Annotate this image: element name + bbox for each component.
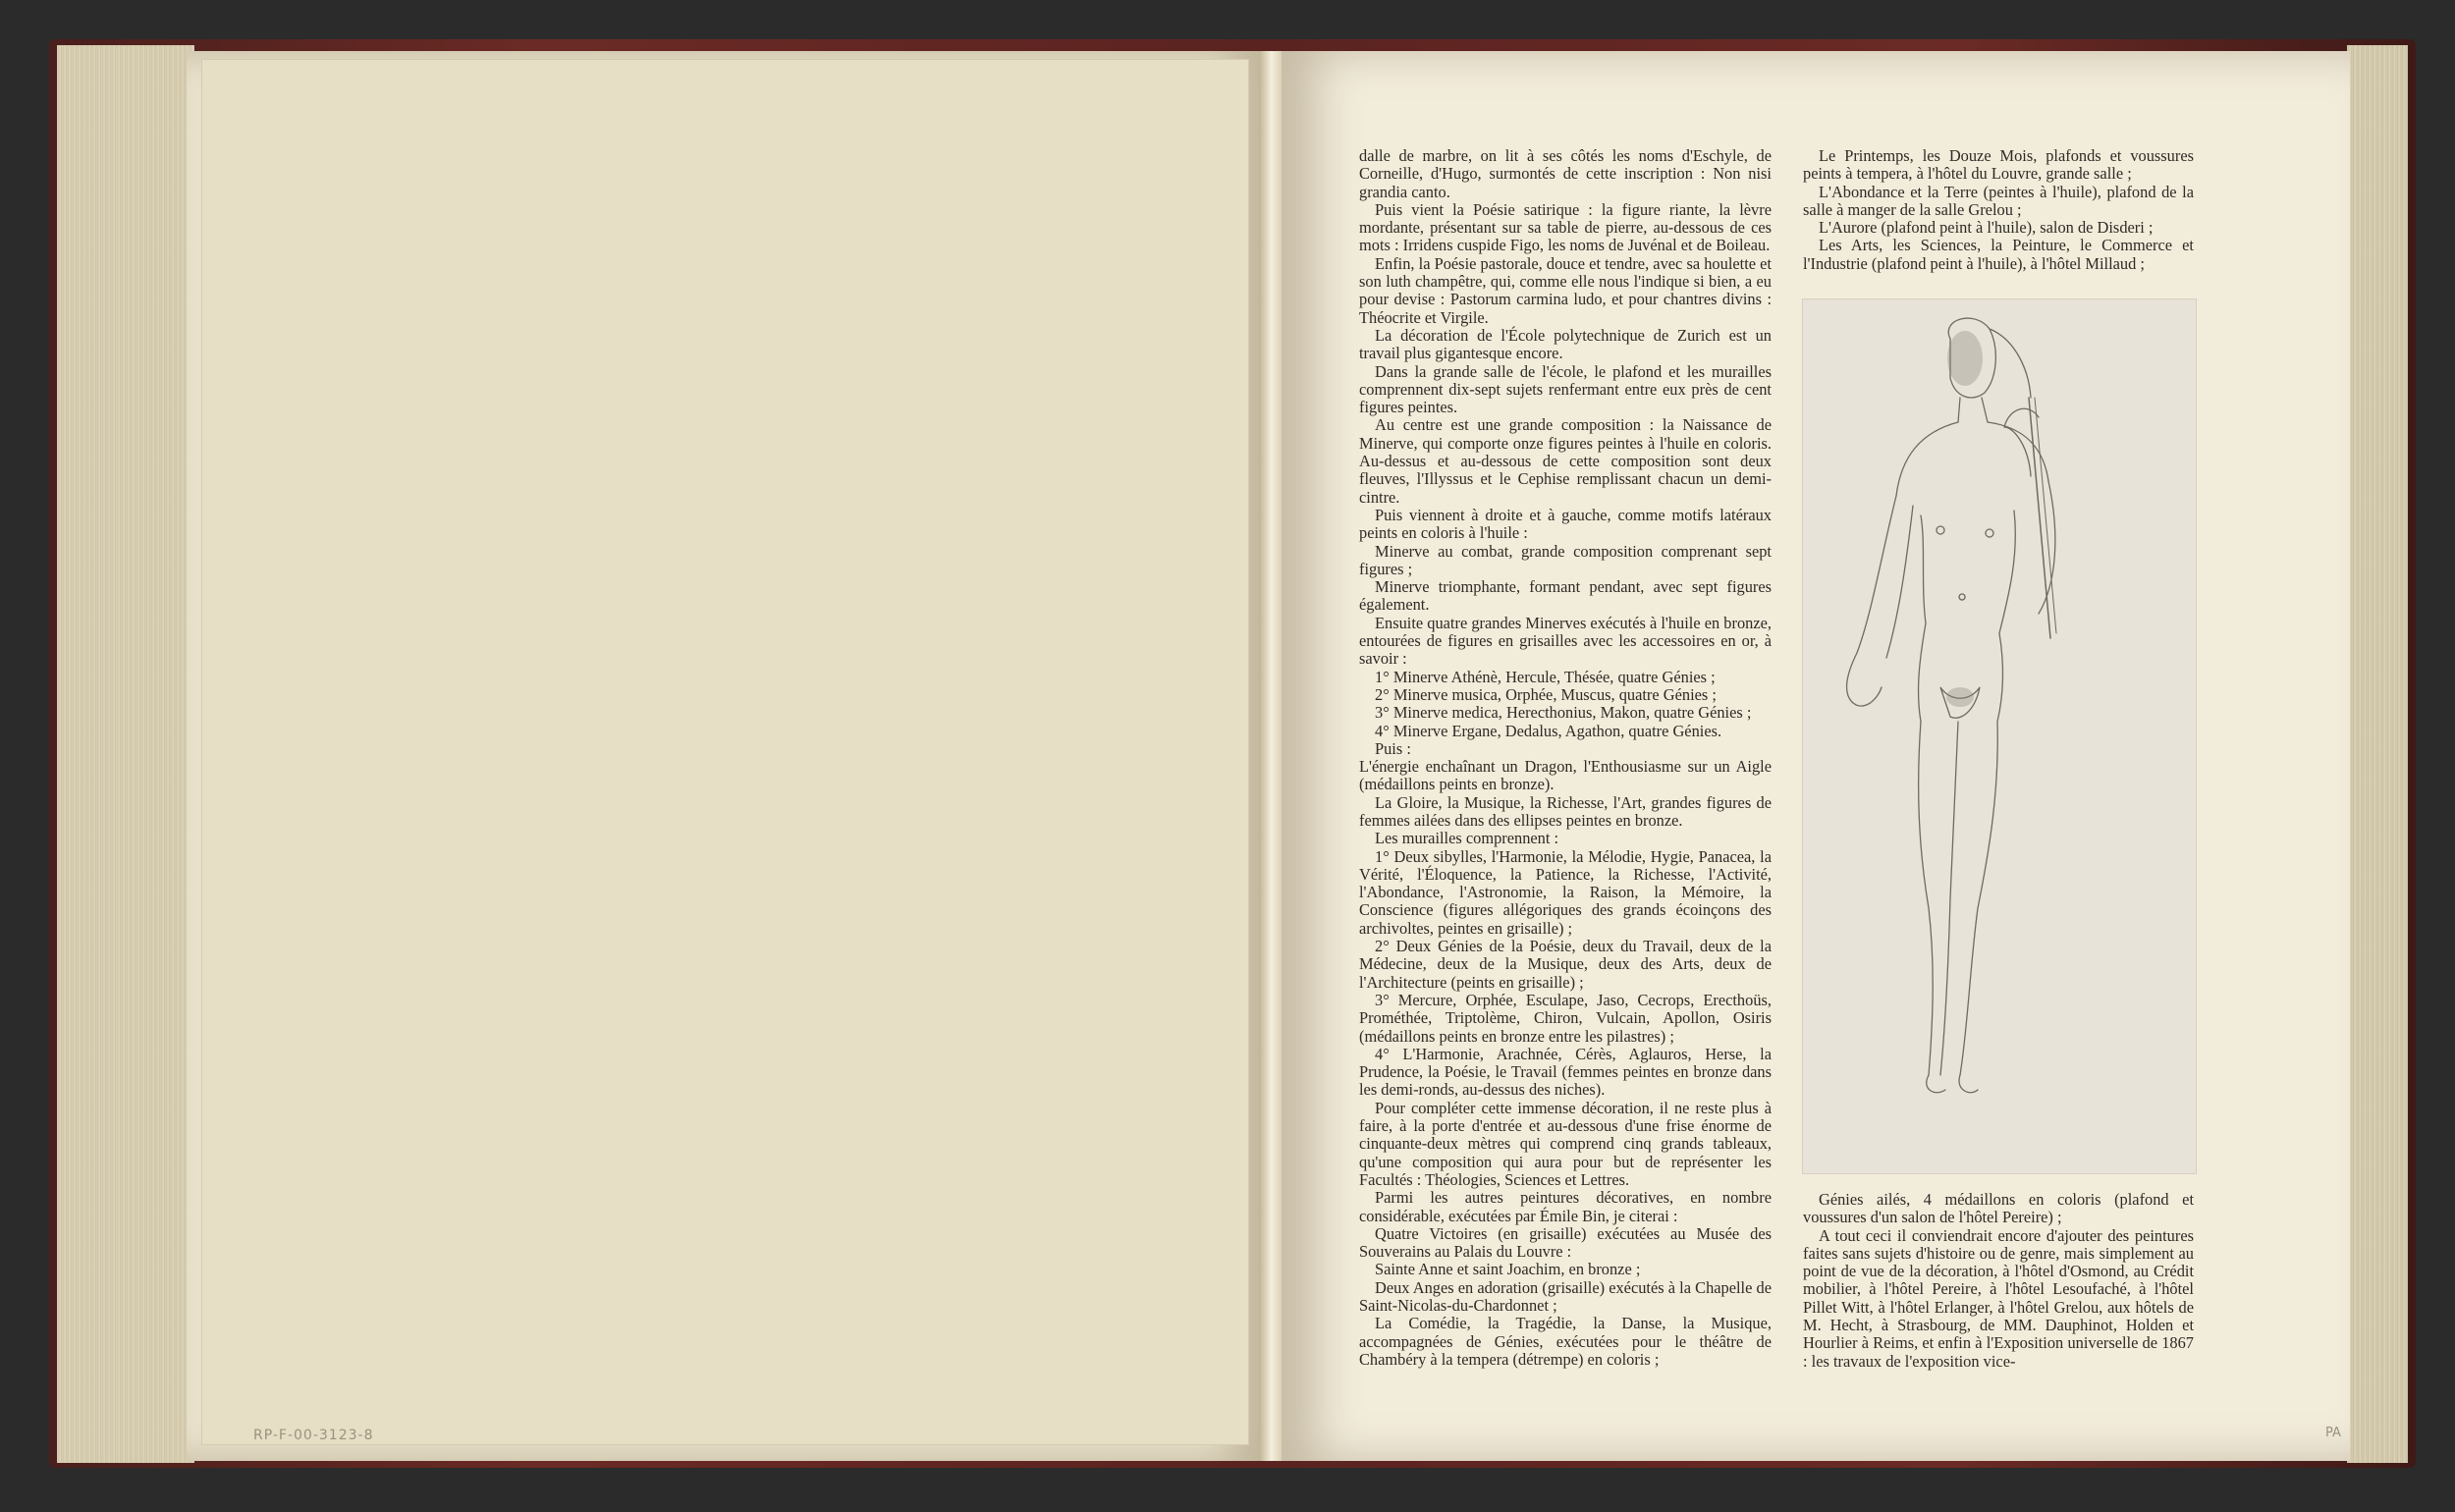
caption-paragraph: Génies ailés, 4 médaillons en coloris (plafond et voussures d'un salon de l'hôtel Pereire) ; <box>1803 1190 2194 1227</box>
paragraph: La Comédie, la Tragédie, la Danse, la Musique, accompagnées de Génies, exécutées pour le théâtre de Chambéry à la tempera (détrempe) en coloris ; <box>1359 1314 1772 1369</box>
pencil-page-mark: PA <box>2325 1426 2341 1440</box>
paragraph: La Gloire, la Musique, la Richesse, l'Art, grandes figures de femmes ailées dans des ellipses peintes en bronze. <box>1359 792 1772 830</box>
paragraph: Les murailles comprennent : <box>1375 829 1559 848</box>
list-item: 4° L'Harmonie, Arachnée, Cérès, Aglauros, Herse, la Prudence, la Poésie, le Travail (femmes peintes en bronze dans les demi-ronds, au-dessus des niches). <box>1359 1044 1772 1100</box>
page-edges-right <box>2347 45 2408 1463</box>
paragraph: Ensuite quatre grandes Minerves exécutés à l'huile en bronze, entourées de figures en grisailles avec les accessoires en or, à savoir : <box>1359 613 1772 669</box>
list-item: 1° Deux sibylles, l'Harmonie, la Mélodie, Hygie, Panacea, la Vérité, l'Éloquence, la Patience, la Richesse, l'Activité, l'Abondance, l'Astronomie, la Raison, la Mémoire, la Conscience (figures allégoriques des grands écoinçons des archivoltes, peintes en grisaille) ; <box>1359 846 1772 938</box>
list-item: 2° Minerve musica, Orphée, Muscus, quatre Génies ; <box>1375 684 1717 704</box>
text-column-right-top <box>1803 147 2194 273</box>
blank-mount-sheet <box>201 59 1249 1445</box>
paragraph: Parmi les autres peintures décoratives, en nombre considérable, exécutées par Émile Bin, je citerai : <box>1359 1188 1772 1225</box>
paragraph: Deux Anges en adoration (grisaille) exécutés à la Chapelle de Saint-Nicolas-du-Chardonnet ; <box>1359 1277 1772 1315</box>
paragraph: Le Printemps, les Douze Mois, plafonds et voussures peints à tempera, à l'hôtel du Louvre, grande salle ; <box>1803 146 2194 184</box>
paragraph: L'Aurore (plafond peint à l'huile), salon de Disderi ; <box>1819 218 2154 238</box>
paragraph: Puis vient la Poésie satirique : la figure riante, la lèvre mordante, présentant sur sa table de pierre, au-dessous de ces mots : Irridens cuspide Figo, les noms de Juvénal et de Boileau. <box>1359 199 1772 255</box>
paragraph: Les Arts, les Sciences, la Peinture, le Commerce et l'Industrie (plafond peint à l'huile), à l'hôtel Millaud ; <box>1803 236 2194 273</box>
list-item: 2° Deux Génies de la Poésie, deux du Travail, deux de la Médecine, deux de la Musique, deux des Arts, deux de l'Architecture (peints en grisaille) ; <box>1359 937 1772 992</box>
paragraph: Puis : <box>1375 738 1411 758</box>
paragraph: Au centre est une grande composition : la Naissance de Minerve, qui comporte onze figures peintes à l'huile en coloris. Au-dessus et au-dessous de cette composition sont deux fleuves, l'Illyssus et le Cephise remplissant chacun un demi-cintre. <box>1359 415 1772 507</box>
text-column-left <box>1359 147 1772 1369</box>
paragraph: Minerve au combat, grande composition comprenant sept figures ; <box>1359 541 1772 578</box>
list-item: 1° Minerve Athénè, Hercule, Thésée, quatre Génies ; <box>1375 667 1716 686</box>
text-column-right-bottom <box>1803 1191 2194 1371</box>
figure-sketch-illustration <box>1802 298 2197 1174</box>
paragraph: Minerve triomphante, formant pendant, avec sept figures également. <box>1359 577 1772 615</box>
paragraph: L'énergie enchaînant un Dragon, l'Enthousiasme sur un Aigle (médaillons peints en bronze). <box>1359 757 1772 794</box>
paragraph: Dans la grande salle de l'école, le plafond et les murailles comprennent dix-sept sujets renfermant entre eux près de cent figures peintes. <box>1359 361 1772 417</box>
pencil-inventory-note: RP-F-00-3123-8 <box>253 1428 374 1443</box>
list-item: 4° Minerve Ergane, Dedalus, Agathon, quatre Génies. <box>1375 721 1722 740</box>
paragraph: L'Abondance et la Terre (peintes à l'huile), plafond de la salle à manger de la salle Grelou ; <box>1803 182 2194 219</box>
paragraph: Puis viennent à droite et à gauche, comme motifs latéraux peints en coloris à l'huile : <box>1359 505 1772 543</box>
paragraph: dalle de marbre, on lit à ses côtés les noms d'Eschyle, de Corneille, d'Hugo, surmontés de cette inscription : Non nisi grandia canto. <box>1359 146 1772 201</box>
paragraph: Sainte Anne et saint Joachim, en bronze ; <box>1375 1260 1641 1279</box>
page-edges-left <box>57 45 194 1463</box>
paragraph: A tout ceci il conviendrait encore d'ajouter des peintures faites sans sujets d'histoire ou de genre, mais simplement au point de vue de la décoration, à l'hôtel d'Osmond, au Crédit mobilier, à l'hôtel Pereire, à l'hôtel Lesoufaché, à l'hôtel Pillet Witt, à l'hôtel Erlanger, à l'hôtel Grelou, aux hôtels de M. Hecht, à Strasbourg, de MM. Dauphinot, Holden et Hourlier à Reims, et enfin à l'Exposition universelle de 1867 : les travaux de l'exposition vice- <box>1803 1225 2194 1371</box>
paragraph: La décoration de l'École polytechnique de Zurich est un travail plus gigantesque encore. <box>1359 325 1772 363</box>
paragraph: Enfin, la Poésie pastorale, douce et tendre, avec sa houlette et son luth champêtre, qui, comme elle nous l'indique si bien, a eu pour devise : Pastorum carmina ludo, et pour chantres divins : Théocrite et Virgile. <box>1359 253 1772 327</box>
paragraph: Quatre Victoires (en grisaille) exécutées au Musée des Souverains au Palais du Louvre : <box>1359 1223 1772 1262</box>
list-item: 3° Mercure, Orphée, Esculape, Jaso, Cecrops, Erecthoüs, Prométhée, Triptolème, Chiron, Vulcain, Apollon, Osiris (médaillons peints en bronze entre les pilastres) ; <box>1359 990 1772 1046</box>
pencil-sketch-icon <box>1803 299 2196 1173</box>
paragraph: Pour compléter cette immense décoration, il ne reste plus à faire, à la porte d'entrée et au-dessous d'une frise énorme de cinquante-deux mètres qui comprend cinq grands tableaux, qu'une composition qui aura pour but de représenter les Facultés : Théologies, Sciences et Lettres. <box>1359 1098 1772 1189</box>
list-item: 3° Minerve medica, Herecthonius, Makon, quatre Génies ; <box>1375 703 1752 723</box>
